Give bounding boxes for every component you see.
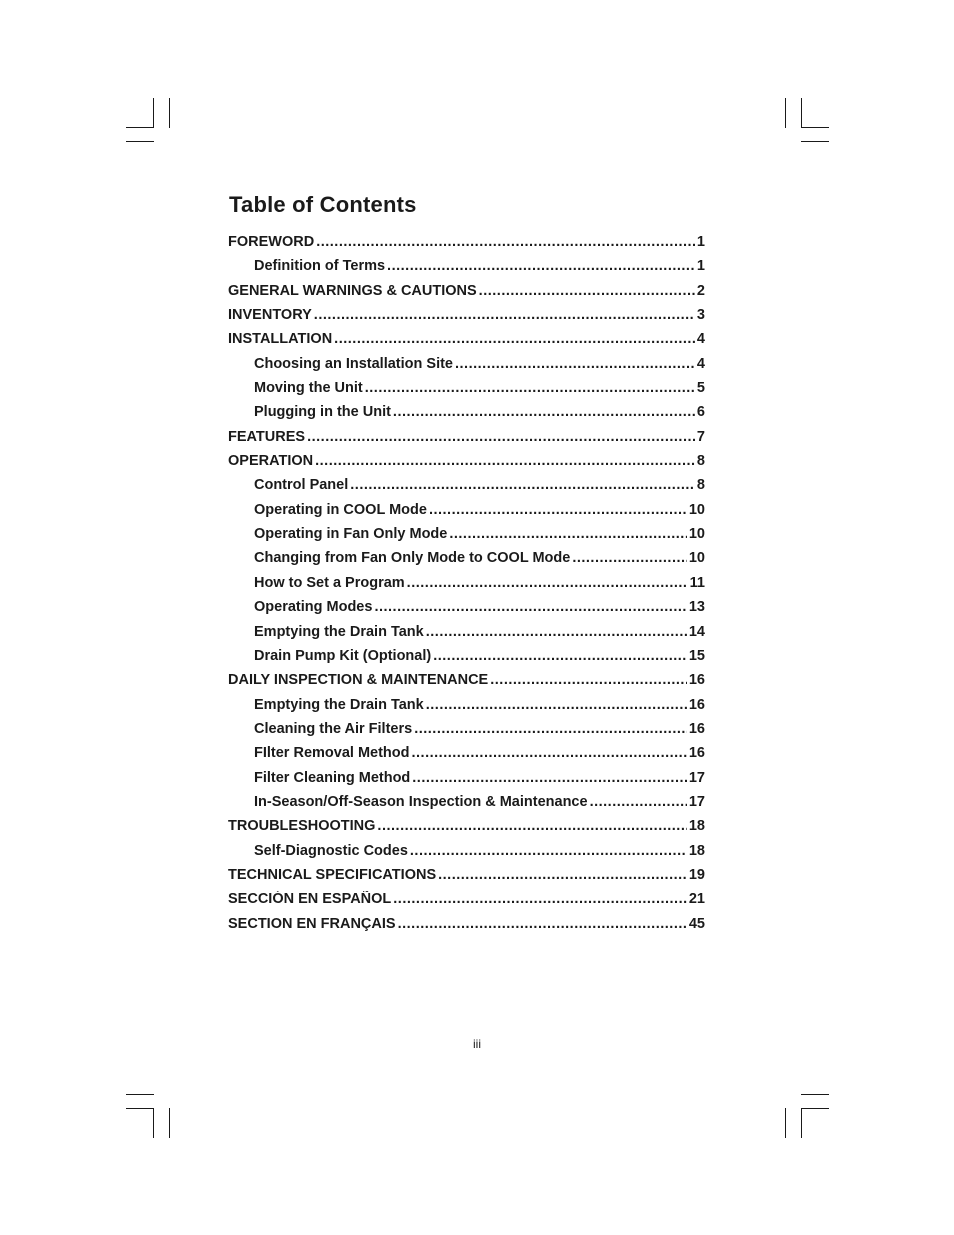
toc-entry-label: FOREWORD: [228, 234, 315, 250]
crop-mark-bottom-right-horizontal-1: [801, 1094, 829, 1095]
toc-dot-leader: [438, 867, 687, 883]
toc-entry-label: SECTION EN FRANÇAIS: [228, 915, 396, 932]
toc-entry-page-number: 4: [696, 331, 705, 348]
toc-subentry[interactable]: [228, 575, 705, 599]
crop-mark-top-right-horizontal-1: [801, 127, 829, 128]
toc-entry-page-number: 11: [689, 574, 705, 591]
toc-dot-leader: [429, 502, 687, 518]
toc-entry-page-number: 4: [696, 355, 705, 372]
toc-entry-label: TROUBLESHOOTING: [228, 818, 376, 835]
toc-dot-leader: [316, 234, 695, 250]
toc-subentry[interactable]: [228, 794, 705, 818]
toc-dot-leader: [407, 575, 688, 591]
toc-entry[interactable]: [228, 916, 705, 940]
toc-entry-label: Emptying the Drain Tank: [254, 696, 424, 713]
toc-dot-leader: [412, 770, 687, 786]
toc-entry-label: Moving the Unit: [254, 380, 363, 397]
toc-entry-label: DAILY INSPECTION & MAINTENANCE: [228, 672, 489, 689]
toc-entry-label: Plugging in the Unit: [254, 404, 391, 421]
toc-entry-label: Cleaning the Air Filters: [254, 720, 413, 737]
crop-mark-top-left-horizontal-2: [126, 141, 154, 142]
toc-dot-leader: [374, 599, 686, 615]
toc-subentry[interactable]: [228, 258, 705, 282]
toc-entry[interactable]: [228, 234, 705, 258]
toc-dot-leader: [426, 624, 687, 640]
toc-entry-label: Self-Diagnostic Codes: [254, 842, 408, 859]
toc-dot-leader: [398, 916, 687, 932]
toc-entry-page-number: 21: [688, 891, 705, 908]
crop-mark-bottom-right-horizontal-2: [801, 1108, 829, 1109]
toc-subentry[interactable]: [228, 356, 705, 380]
toc-dot-leader: [365, 380, 695, 396]
toc-dot-leader: [572, 550, 687, 566]
toc-subentry[interactable]: [228, 477, 705, 501]
toc-dot-leader: [433, 648, 687, 664]
toc-entry-page-number: 16: [688, 672, 705, 689]
toc-dot-leader: [334, 331, 695, 347]
toc-dot-leader: [426, 697, 687, 713]
toc-entry-page-number: 10: [688, 501, 705, 518]
toc-entry-page-number: 1: [696, 258, 705, 275]
toc-dot-leader: [449, 526, 687, 542]
toc-entry-page-number: 3: [696, 307, 705, 324]
toc-subentry[interactable]: [228, 526, 705, 550]
toc-subentry[interactable]: [228, 599, 705, 623]
toc-dot-leader: [410, 843, 687, 859]
crop-mark-bottom-left-outer: [153, 1108, 154, 1138]
toc-entry-page-number: 17: [688, 769, 705, 786]
toc-entry-label: How to Set a Program: [254, 574, 405, 591]
toc-entry-page-number: 1: [696, 234, 705, 250]
toc-subentry[interactable]: [228, 502, 705, 526]
crop-mark-top-right-horizontal-2: [801, 141, 829, 142]
toc-entry[interactable]: [228, 453, 705, 477]
toc-dot-leader: [393, 891, 687, 907]
crop-mark-top-right-inner: [785, 98, 786, 128]
toc-entry-label: Drain Pump Kit (Optional): [254, 647, 432, 664]
toc-entry[interactable]: [228, 867, 705, 891]
toc-dot-leader: [377, 818, 686, 834]
toc-entry-page-number: 10: [688, 526, 705, 543]
toc-subentry[interactable]: [228, 648, 705, 672]
page-number: iii: [473, 1037, 481, 1051]
toc-entry-page-number: 16: [688, 696, 705, 713]
toc-entry-page-number: 8: [696, 453, 705, 470]
toc-dot-leader: [393, 404, 695, 420]
toc-subentry[interactable]: [228, 404, 705, 428]
toc-entry-page-number: 5: [696, 380, 705, 397]
toc-dot-leader: [490, 672, 687, 688]
toc-dot-leader: [350, 477, 695, 493]
toc-entry-page-number: 16: [688, 745, 705, 762]
toc-entry-label: Operating in Fan Only Mode: [254, 526, 448, 543]
crop-mark-top-left-inner: [169, 98, 170, 128]
toc-dot-leader: [307, 429, 695, 445]
toc-entry-label: FEATURES: [228, 428, 306, 445]
toc-entry-label: Operating Modes: [254, 599, 373, 616]
toc-entry[interactable]: [228, 818, 705, 842]
toc-entry-page-number: 14: [688, 623, 705, 640]
toc-entry[interactable]: [228, 891, 705, 915]
toc-entry[interactable]: [228, 307, 705, 331]
toc-entry-label: Operating in COOL Mode: [254, 501, 427, 518]
toc-entry-label: Changing from Fan Only Mode to COOL Mode: [254, 550, 571, 567]
crop-mark-bottom-left-horizontal-1: [126, 1094, 154, 1095]
toc-entry-label: Control Panel: [254, 477, 349, 494]
toc-entry-page-number: 16: [688, 720, 705, 737]
toc-dot-leader: [414, 721, 687, 737]
crop-mark-top-left-outer: [153, 98, 154, 128]
toc-entry-page-number: 18: [688, 842, 705, 859]
toc-dot-leader: [314, 307, 695, 323]
toc-entry-page-number: 6: [696, 404, 705, 421]
toc-entry[interactable]: [228, 429, 705, 453]
toc-subentry[interactable]: [228, 745, 705, 769]
toc-entry-page-number: 17: [688, 793, 705, 810]
toc-entry-label: SECCIÓN EN ESPAÑOL: [228, 891, 392, 908]
toc-entry-label: In-Season/Off-Season Inspection & Maintenance: [254, 793, 588, 810]
crop-mark-bottom-left-inner: [169, 1108, 170, 1138]
toc-entry-label: Choosing an Installation Site: [254, 355, 453, 372]
toc-entry[interactable]: [228, 283, 705, 307]
page-title: Table of Contents: [229, 192, 417, 217]
toc-entry-page-number: 2: [696, 282, 705, 299]
table-of-contents: [228, 234, 705, 940]
toc-dot-leader: [590, 794, 687, 810]
toc-dot-leader: [455, 356, 695, 372]
toc-dot-leader: [315, 453, 695, 469]
toc-entry[interactable]: [228, 331, 705, 355]
toc-entry-label: OPERATION: [228, 453, 314, 470]
toc-dot-leader: [412, 745, 687, 761]
toc-entry-page-number: 19: [688, 866, 705, 883]
toc-entry-page-number: 45: [688, 915, 705, 932]
toc-entry-page-number: 13: [688, 599, 705, 616]
crop-mark-top-left-horizontal-1: [126, 127, 154, 128]
toc-subentry[interactable]: [228, 624, 705, 648]
crop-mark-bottom-left-horizontal-2: [126, 1108, 154, 1109]
toc-entry-label: FIlter Removal Method: [254, 745, 410, 762]
toc-subentry[interactable]: [228, 843, 705, 867]
toc-subentry[interactable]: [228, 770, 705, 794]
toc-subentry[interactable]: [228, 697, 705, 721]
toc-entry-label: Filter Cleaning Method: [254, 769, 411, 786]
toc-entry-label: GENERAL WARNINGS & CAUTIONS: [228, 282, 477, 299]
toc-subentry[interactable]: [228, 550, 705, 574]
toc-entry[interactable]: [228, 672, 705, 696]
crop-mark-bottom-right-outer: [801, 1108, 802, 1138]
toc-entry-label: INSTALLATION: [228, 331, 333, 348]
toc-entry-label: TECHNICAL SPECIFICATIONS: [228, 866, 437, 883]
toc-subentry[interactable]: [228, 380, 705, 404]
toc-dot-leader: [479, 283, 695, 299]
crop-mark-bottom-right-inner: [785, 1108, 786, 1138]
crop-mark-top-right-outer: [801, 98, 802, 128]
toc-entry-label: INVENTORY: [228, 307, 312, 324]
toc-subentry[interactable]: [228, 721, 705, 745]
toc-entry-label: Emptying the Drain Tank: [254, 623, 424, 640]
toc-entry-label: Definition of Terms: [254, 258, 386, 275]
toc-entry-page-number: 10: [688, 550, 705, 567]
toc-entry-page-number: 18: [688, 818, 705, 835]
toc-dot-leader: [387, 258, 695, 274]
toc-entry-page-number: 8: [696, 477, 705, 494]
toc-entry-page-number: 7: [696, 428, 705, 445]
toc-entry-page-number: 15: [688, 647, 705, 664]
